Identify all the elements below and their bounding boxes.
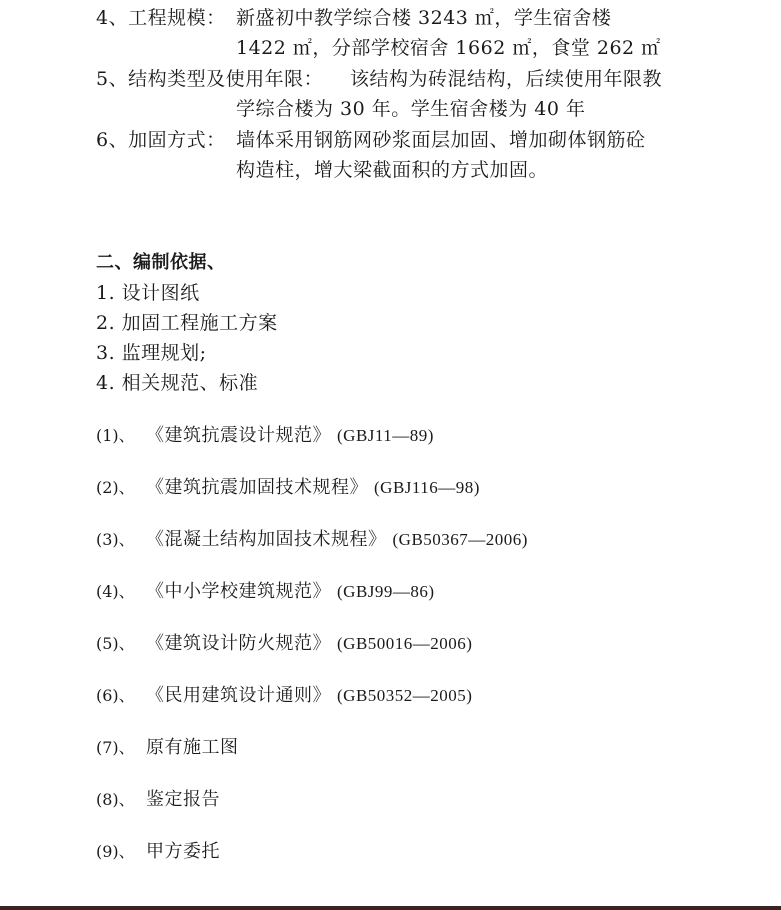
reference-code: (GBJ116—98) <box>374 478 480 497</box>
basis-item-1: 1. 设计图纸 <box>96 282 200 304</box>
reference-item <box>96 476 480 500</box>
reference-title: 《中小学校建筑规范》 <box>146 581 331 602</box>
reference-title: 甲方委托 <box>146 841 220 862</box>
reference-item <box>96 528 528 552</box>
scale-label: 4、工程规模： <box>96 7 226 29</box>
reference-title: 《建筑设计防火规范》 <box>146 633 331 654</box>
section-heading: 二、编制依据、 <box>96 252 226 273</box>
reference-item <box>96 632 472 656</box>
reference-number: (1)、 <box>96 426 135 445</box>
structure-text-line-2: 学综合楼为 30 年。学生宿舍楼为 40 年 <box>236 98 586 120</box>
reference-title: 《民用建筑设计通则》 <box>146 685 331 706</box>
reinforcement-text-line-2: 构造柱，增大梁截面积的方式加固。 <box>236 159 549 181</box>
structure-label: 5、结构类型及使用年限： <box>96 68 324 90</box>
basis-item-2: 2. 加固工程施工方案 <box>96 312 278 334</box>
reference-number: (8)、 <box>96 790 135 809</box>
reference-number: (7)、 <box>96 738 135 757</box>
reference-item <box>96 424 434 448</box>
structure-text-line-1: 该结构为砖混结构，后续使用年限教 <box>350 68 663 90</box>
reference-title: 《混凝土结构加固技术规程》 <box>146 529 387 550</box>
reference-item <box>96 736 239 760</box>
reference-item <box>96 788 220 812</box>
reinforcement-label: 6、加固方式： <box>96 129 226 151</box>
reference-number: (6)、 <box>96 686 135 705</box>
reference-item <box>96 580 435 604</box>
scale-text-line-1: 新盛初中教学综合楼 3243 ㎡，学生宿舍楼 <box>236 7 612 29</box>
reference-number: (2)、 <box>96 478 135 497</box>
reference-item <box>96 840 220 864</box>
reference-number: (3)、 <box>96 530 135 549</box>
reinforcement-text-line-1: 墙体采用钢筋网砂浆面层加固、增加砌体钢筋砼 <box>236 129 646 151</box>
page-bottom-divider <box>0 906 781 910</box>
reference-title: 《建筑抗震设计规范》 <box>146 425 331 446</box>
basis-item-4: 4. 相关规范、标准 <box>96 372 259 394</box>
reference-number: (9)、 <box>96 842 135 861</box>
reference-code: (GB50352—2005) <box>337 686 473 705</box>
reference-title: 原有施工图 <box>146 737 239 758</box>
reference-code: (GBJ99—86) <box>337 582 435 601</box>
reference-number: (5)、 <box>96 634 135 653</box>
reference-title: 《建筑抗震加固技术规程》 <box>146 477 368 498</box>
reference-title: 鉴定报告 <box>146 789 220 810</box>
reference-code: (GB50367—2006) <box>392 530 528 549</box>
reference-code: (GBJ11—89) <box>337 426 434 445</box>
reference-item <box>96 684 472 708</box>
reference-number: (4)、 <box>96 582 135 601</box>
reference-code: (GB50016—2006) <box>337 634 473 653</box>
scale-text-line-2: 1422 ㎡，分部学校宿舍 1662 ㎡，食堂 262 ㎡ <box>236 37 661 59</box>
basis-item-3: 3. 监理规划; <box>96 342 207 364</box>
